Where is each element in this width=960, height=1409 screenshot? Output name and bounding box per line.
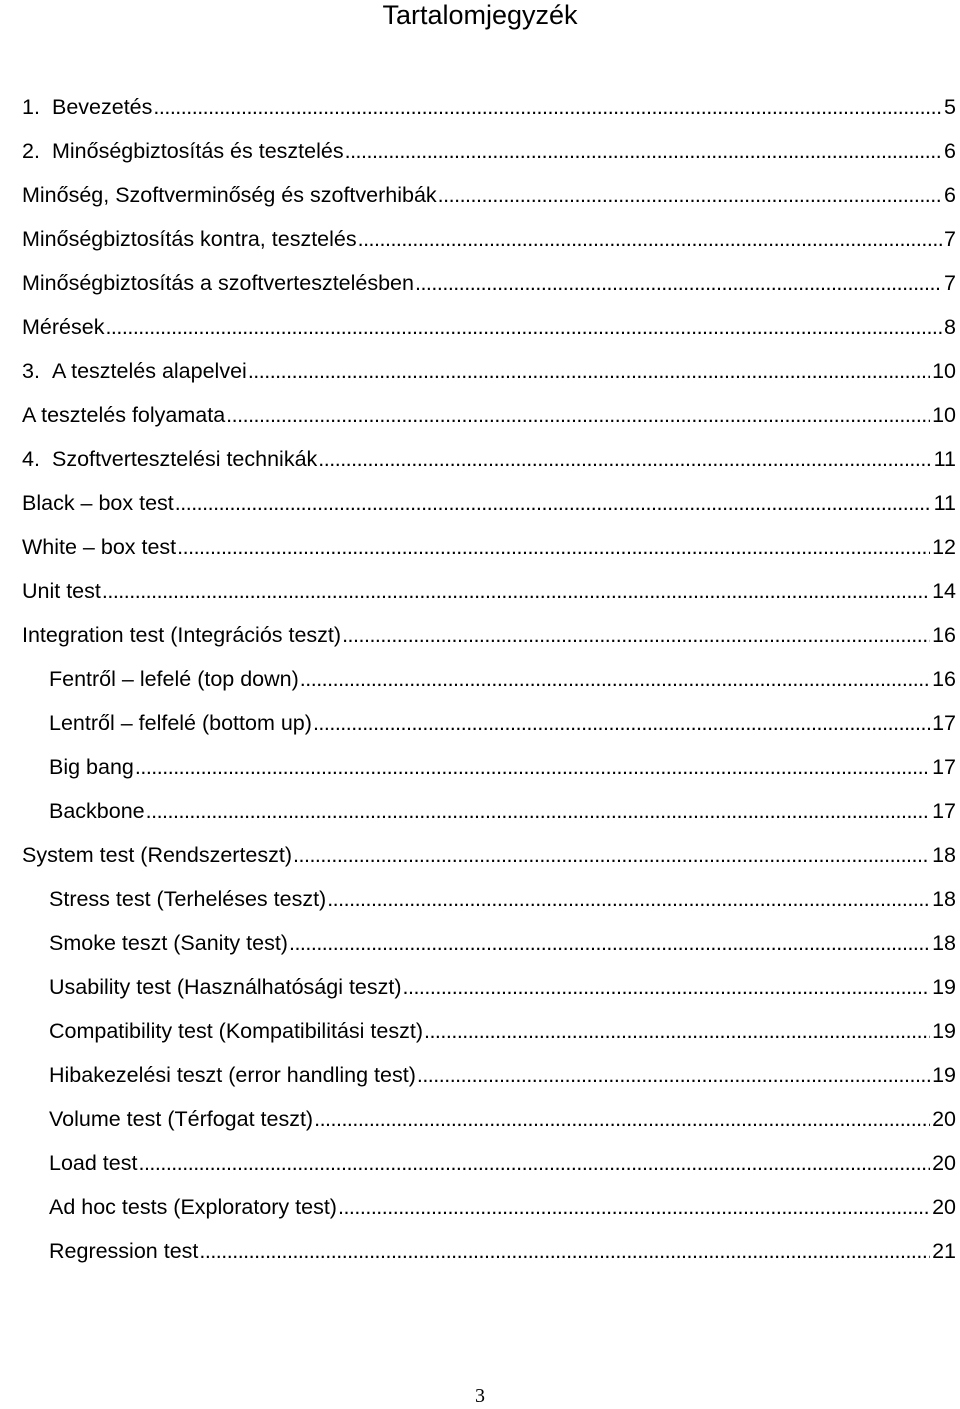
toc-entry[interactable] [22, 833, 956, 877]
toc-entry[interactable] [22, 657, 956, 701]
toc-entry-page: 16 [932, 623, 956, 647]
dot-leader [138, 1141, 930, 1185]
dot-leader [105, 305, 942, 349]
toc-entry-label: Stress test (Terheléses teszt) [49, 887, 327, 911]
toc-entry[interactable] [22, 701, 956, 745]
toc-entry-label: Bevezetés [52, 95, 153, 119]
toc-entry-page: 20 [932, 1195, 956, 1219]
toc-entry-label: A tesztelés alapelvei [52, 359, 247, 383]
toc-entry[interactable] [22, 173, 956, 217]
toc-entry-page: 7 [944, 227, 956, 251]
toc-entry-label: Black – box test [22, 491, 174, 515]
dot-leader [417, 1053, 930, 1097]
toc-entry-label: Hibakezelési teszt (error handling test) [49, 1063, 416, 1087]
toc-entry[interactable] [22, 965, 956, 1009]
toc-entry[interactable] [22, 525, 956, 569]
toc-entry-page: 6 [944, 139, 956, 163]
toc-entry[interactable] [22, 393, 956, 437]
dot-leader [248, 349, 930, 393]
toc-entry-label: Lentről – felfelé (bottom up) [49, 711, 312, 735]
toc-entry-label: Szoftvertesztelési technikák [52, 447, 318, 471]
page-number: 3 [475, 1385, 485, 1407]
toc-entry-label: White – box test [22, 535, 177, 559]
toc-entry[interactable] [22, 85, 956, 129]
toc-entry-label: Smoke teszt (Sanity test) [49, 931, 288, 955]
toc-entry[interactable] [22, 613, 956, 657]
toc-entry-label: System test (Rendszerteszt) [22, 843, 293, 867]
dot-leader [358, 217, 942, 261]
toc-entry-page: 8 [944, 315, 956, 339]
toc-entry[interactable] [22, 217, 956, 261]
dot-leader [300, 657, 930, 701]
dot-leader [102, 569, 930, 613]
toc-entry[interactable] [22, 1097, 956, 1141]
toc-entry-page: 10 [932, 359, 956, 383]
toc-entry-page: 18 [932, 931, 956, 955]
toc-entry[interactable] [22, 1053, 956, 1097]
toc-entry-page: 21 [932, 1239, 956, 1263]
dot-leader [293, 833, 930, 877]
toc-entry[interactable] [22, 877, 956, 921]
toc-entry-label: Big bang [49, 755, 134, 779]
toc-entry[interactable] [22, 789, 956, 833]
toc-entry-number: 4. [22, 447, 40, 471]
toc-entry[interactable] [22, 437, 956, 481]
dot-leader [338, 1185, 930, 1229]
toc-entry-page: 7 [944, 271, 956, 295]
dot-leader [314, 1097, 930, 1141]
toc-entry-page: 16 [932, 667, 956, 691]
toc-entry-page: 17 [932, 799, 956, 823]
dot-leader [177, 525, 930, 569]
toc-entry-label: Fentről – lefelé (top down) [49, 667, 299, 691]
toc-entry[interactable] [22, 481, 956, 525]
dot-leader [289, 921, 930, 965]
toc-entry-label: Integration test (Integrációs teszt) [22, 623, 342, 647]
toc-entry-label: Ad hoc tests (Exploratory test) [49, 1195, 337, 1219]
toc-entry[interactable] [22, 1009, 956, 1053]
dot-leader [318, 437, 931, 481]
toc-entry-page: 17 [932, 755, 956, 779]
toc-entry-label: Volume test (Térfogat teszt) [49, 1107, 314, 1131]
toc-entry-label: Load test [49, 1151, 138, 1175]
toc-entry-label: Minőségbiztosítás kontra, tesztelés [22, 227, 357, 251]
toc-entry[interactable] [22, 921, 956, 965]
dot-leader [424, 1009, 930, 1053]
toc-entry-page: 6 [944, 183, 956, 207]
dot-leader [226, 393, 930, 437]
dot-leader [342, 613, 930, 657]
toc-entry-label: Minőségbiztosítás és tesztelés [52, 139, 344, 163]
dot-leader [438, 173, 942, 217]
toc-entry-page: 10 [932, 403, 956, 427]
toc-entry-page: 19 [932, 975, 956, 999]
toc-entry[interactable] [22, 1185, 956, 1229]
dot-leader [415, 261, 942, 305]
dot-leader [403, 965, 931, 1009]
toc-entry-label: A tesztelés folyamata [22, 403, 226, 427]
dot-leader [175, 481, 932, 525]
toc-entry-page: 18 [932, 887, 956, 911]
toc-entry-label: Minőségbiztosítás a szoftvertesztelésben [22, 271, 414, 295]
dot-leader [153, 85, 942, 129]
toc-entry-label: Usability test (Használhatósági teszt) [49, 975, 402, 999]
dot-leader [345, 129, 942, 173]
toc-entry-page: 17 [932, 711, 956, 735]
toc-entry[interactable] [22, 349, 956, 393]
toc-entry[interactable] [22, 1141, 956, 1185]
dot-leader [313, 701, 930, 745]
toc-entry-label: Mérések [22, 315, 105, 339]
toc-entry[interactable] [22, 305, 956, 349]
toc-entry-label: Unit test [22, 579, 101, 603]
toc-entry-page: 5 [944, 95, 956, 119]
toc-entry-page: 18 [932, 843, 956, 867]
toc-entry-page: 19 [932, 1019, 956, 1043]
toc-entry-label: Backbone [49, 799, 145, 823]
page-title: Tartalomjegyzék [382, 0, 578, 30]
dot-leader [199, 1229, 930, 1273]
toc-entry-page: 20 [932, 1151, 956, 1175]
toc-entry-page: 11 [933, 491, 956, 515]
toc-entry[interactable] [22, 745, 956, 789]
toc-entry-label: Minőség, Szoftverminőség és szoftverhibák [22, 183, 437, 207]
toc-entry-number: 1. [22, 95, 40, 119]
toc-entry-page: 19 [932, 1063, 956, 1087]
toc-entry[interactable] [22, 569, 956, 613]
dot-leader [146, 789, 930, 833]
dot-leader [327, 877, 930, 921]
table-of-contents [22, 85, 956, 1273]
toc-entry-label: Compatibility test (Kompatibilitási teszt) [49, 1019, 423, 1043]
toc-entry[interactable] [22, 261, 956, 305]
toc-entry[interactable] [22, 1229, 956, 1273]
toc-entry-page: 14 [932, 579, 956, 603]
toc-entry-page: 20 [932, 1107, 956, 1131]
toc-entry-page: 11 [933, 447, 956, 471]
dot-leader [135, 745, 930, 789]
toc-entry-number: 2. [22, 139, 40, 163]
toc-entry[interactable] [22, 129, 956, 173]
toc-entry-page: 12 [932, 535, 956, 559]
toc-entry-number: 3. [22, 359, 40, 383]
toc-entry-label: Regression test [49, 1239, 199, 1263]
